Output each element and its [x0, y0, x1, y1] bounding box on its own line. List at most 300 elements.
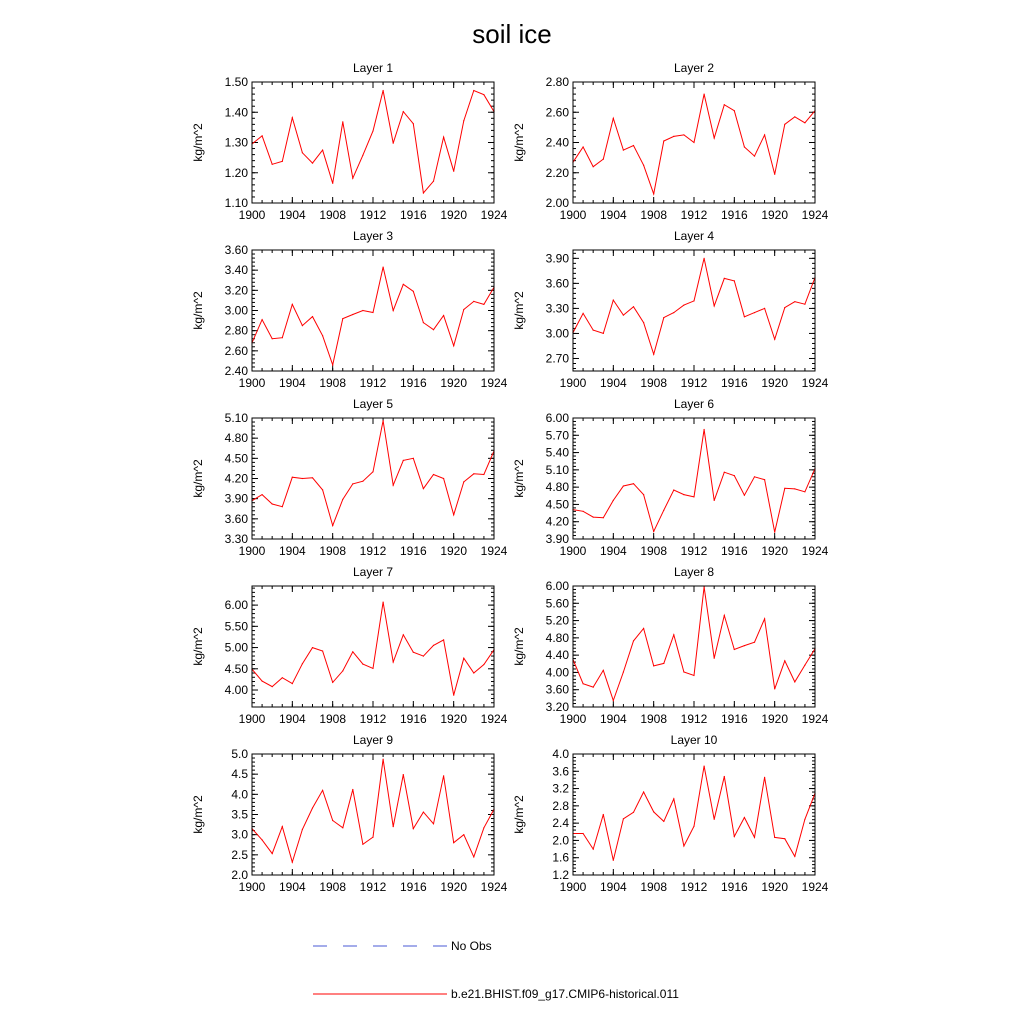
y-axis-label: kg/m^2 [191, 795, 205, 834]
y-tick-label: 4.00 [224, 683, 248, 698]
x-tick-label: 1900 [238, 376, 266, 390]
data-point [704, 429, 705, 430]
x-tick-label: 1920 [761, 712, 789, 726]
data-point [794, 681, 795, 682]
y-tick-label: 5.50 [224, 619, 248, 634]
x-tick-label: 1912 [680, 208, 708, 222]
y-tick-label: 6.00 [545, 411, 569, 425]
data-point [714, 137, 715, 138]
data-point [352, 178, 353, 179]
data-point [483, 827, 484, 828]
data-point [623, 315, 624, 316]
data-point [734, 475, 735, 476]
y-axis-label: kg/m^2 [191, 291, 205, 330]
y-tick-label: 5.00 [224, 640, 248, 655]
data-point [393, 310, 394, 311]
data-point [784, 307, 785, 308]
data-point [724, 615, 725, 616]
data-point [403, 111, 404, 112]
x-tick-label: 1924 [801, 880, 829, 894]
y-axis-label: kg/m^2 [191, 459, 205, 498]
data-point [403, 460, 404, 461]
y-tick-label: 3.90 [545, 251, 569, 266]
data-point [603, 814, 604, 815]
data-point [643, 322, 644, 323]
data-point [784, 660, 785, 661]
data-point [463, 658, 464, 659]
data-point [433, 181, 434, 182]
y-tick-label: 5.20 [545, 613, 569, 628]
data-point [413, 458, 414, 459]
data-point [322, 650, 323, 651]
y-axis-label: kg/m^2 [512, 459, 526, 498]
x-tick-label: 1904 [278, 208, 306, 222]
data-point [794, 488, 795, 489]
x-tick-label: 1908 [319, 208, 347, 222]
data-point [403, 774, 404, 775]
data-point [342, 827, 343, 828]
legend-label: b.e21.BHIST.f09_g17.CMIP6-historical.011 [451, 987, 679, 1001]
panel-title: Layer 7 [352, 565, 394, 579]
data-point [393, 485, 394, 486]
data-point [423, 812, 424, 813]
x-tick-label: 1912 [359, 376, 387, 390]
data-point [473, 473, 474, 474]
x-tick-label: 1916 [399, 544, 427, 558]
y-tick-label: 2.0 [231, 868, 248, 882]
y-tick-label: 4.80 [224, 431, 248, 446]
panel-title: Layer 9 [352, 733, 394, 747]
data-point [633, 145, 634, 146]
data-point [663, 510, 664, 511]
panel-title: Layer 8 [673, 565, 715, 579]
y-tick-label: 1.30 [224, 135, 248, 150]
data-point [744, 645, 745, 646]
data-point [593, 517, 594, 518]
y-tick-label: 3.60 [224, 511, 248, 526]
data-point [583, 146, 584, 147]
data-point [704, 94, 705, 95]
y-tick-label: 5.70 [545, 428, 569, 443]
x-tick-label: 1912 [359, 544, 387, 558]
panel-title: Layer 2 [673, 61, 715, 75]
data-point [744, 495, 745, 496]
data-point [383, 759, 384, 760]
y-tick-label: 2.60 [545, 105, 569, 120]
y-tick-label: 3.00 [224, 303, 248, 318]
data-point [433, 823, 434, 824]
y-tick-label: 3.90 [545, 532, 569, 546]
data-point [754, 156, 755, 157]
y-tick-label: 1.50 [224, 75, 248, 89]
data-point [613, 300, 614, 301]
data-point [704, 258, 705, 259]
data-point [593, 849, 594, 850]
y-axis-label: kg/m^2 [191, 627, 205, 666]
y-tick-label: 1.40 [224, 105, 248, 120]
x-tick-label: 1912 [680, 712, 708, 726]
data-point [734, 649, 735, 650]
data-point [372, 471, 373, 472]
x-tick-label: 1908 [319, 544, 347, 558]
x-tick-label: 1916 [720, 376, 748, 390]
data-point [774, 532, 775, 533]
x-tick-label: 1908 [640, 880, 668, 894]
y-tick-label: 2.5 [231, 847, 248, 862]
data-point [403, 634, 404, 635]
data-point [653, 811, 654, 812]
data-point [764, 134, 765, 135]
data-point [352, 483, 353, 484]
data-point [403, 284, 404, 285]
data-point [352, 314, 353, 315]
data-point [483, 94, 484, 95]
data-point [593, 687, 594, 688]
y-tick-label: 5.60 [545, 596, 569, 611]
data-point [473, 672, 474, 673]
x-tick-label: 1912 [359, 712, 387, 726]
data-point [673, 634, 674, 635]
y-tick-label: 4.20 [224, 471, 248, 486]
y-tick-label: 4.0 [552, 747, 569, 761]
y-tick-label: 4.80 [545, 480, 569, 495]
y-tick-label: 2.40 [224, 364, 248, 378]
data-point [352, 789, 353, 790]
y-tick-label: 1.6 [552, 850, 569, 865]
data-point [322, 790, 323, 791]
data-point [473, 90, 474, 91]
data-point [653, 193, 654, 194]
data-point [433, 474, 434, 475]
y-tick-label: 4.50 [545, 497, 569, 512]
data-point [623, 671, 624, 672]
data-point [693, 826, 694, 827]
x-tick-label: 1920 [440, 880, 468, 894]
data-point [613, 700, 614, 701]
data-point [383, 420, 384, 421]
data-point [272, 853, 273, 854]
data-point [413, 123, 414, 124]
y-tick-label: 4.40 [545, 648, 569, 663]
data-point [453, 171, 454, 172]
data-point [302, 478, 303, 479]
data-point [473, 856, 474, 857]
y-tick-label: 3.60 [224, 243, 248, 257]
x-tick-label: 1900 [238, 208, 266, 222]
data-point [613, 500, 614, 501]
data-point [443, 315, 444, 316]
y-tick-label: 4.20 [545, 514, 569, 529]
x-tick-label: 1904 [278, 376, 306, 390]
data-point [603, 333, 604, 334]
x-tick-label: 1924 [480, 544, 508, 558]
data-point [282, 677, 283, 678]
x-tick-label: 1900 [238, 712, 266, 726]
y-tick-label: 3.6 [552, 764, 569, 779]
data-point [734, 280, 735, 281]
data-point [714, 819, 715, 820]
data-point [272, 686, 273, 687]
x-tick-label: 1916 [399, 712, 427, 726]
panel-title: Layer 1 [352, 61, 394, 75]
x-tick-label: 1920 [761, 376, 789, 390]
data-point [724, 776, 725, 777]
x-tick-label: 1904 [599, 544, 627, 558]
y-tick-label: 4.50 [224, 451, 248, 466]
data-point [362, 664, 363, 665]
y-tick-label: 2.00 [545, 196, 569, 210]
x-tick-label: 1924 [480, 880, 508, 894]
data-point [643, 791, 644, 792]
data-point [423, 192, 424, 193]
data-point [262, 494, 263, 495]
data-point [302, 152, 303, 153]
data-point [804, 304, 805, 305]
y-tick-label: 2.80 [545, 75, 569, 89]
x-tick-label: 1916 [399, 208, 427, 222]
x-tick-label: 1900 [559, 376, 587, 390]
data-point [804, 491, 805, 492]
data-point [443, 639, 444, 640]
data-point [383, 267, 384, 268]
y-axis-label: kg/m^2 [512, 795, 526, 834]
data-point [322, 489, 323, 490]
data-point [673, 136, 674, 137]
data-point [332, 525, 333, 526]
data-point [302, 325, 303, 326]
x-tick-label: 1912 [359, 208, 387, 222]
data-point [673, 312, 674, 313]
y-axis-label: kg/m^2 [512, 627, 526, 666]
data-point [774, 837, 775, 838]
x-tick-label: 1920 [440, 376, 468, 390]
data-point [583, 511, 584, 512]
data-point [272, 164, 273, 165]
data-point [262, 839, 263, 840]
x-tick-label: 1916 [720, 880, 748, 894]
x-tick-label: 1904 [599, 208, 627, 222]
data-point [372, 130, 373, 131]
y-tick-label: 3.60 [545, 276, 569, 291]
data-point [362, 844, 363, 845]
y-tick-label: 2.40 [545, 135, 569, 150]
data-point [332, 364, 333, 365]
y-tick-label: 1.2 [552, 868, 569, 882]
data-point [804, 819, 805, 820]
x-tick-label: 1924 [801, 712, 829, 726]
data-point [463, 834, 464, 835]
panel-title: Layer 6 [673, 397, 715, 411]
y-tick-label: 3.40 [224, 263, 248, 278]
x-tick-label: 1904 [278, 712, 306, 726]
data-point [704, 766, 705, 767]
data-point [292, 477, 293, 478]
data-point [794, 856, 795, 857]
data-point [583, 313, 584, 314]
data-point [724, 472, 725, 473]
y-tick-label: 5.40 [545, 445, 569, 460]
data-point [764, 308, 765, 309]
data-point [693, 496, 694, 497]
x-tick-label: 1908 [640, 376, 668, 390]
x-tick-label: 1908 [319, 880, 347, 894]
data-point [774, 174, 775, 175]
data-point [453, 695, 454, 696]
data-point [312, 163, 313, 164]
data-point [734, 836, 735, 837]
x-tick-label: 1924 [480, 376, 508, 390]
data-point [714, 305, 715, 306]
data-point [623, 485, 624, 486]
x-tick-label: 1912 [359, 880, 387, 894]
data-point [423, 488, 424, 489]
data-point [302, 663, 303, 664]
data-point [784, 838, 785, 839]
y-tick-label: 2.20 [545, 165, 569, 180]
x-tick-label: 1924 [480, 712, 508, 726]
data-point [282, 337, 283, 338]
x-tick-label: 1900 [559, 712, 587, 726]
data-point [413, 652, 414, 653]
data-point [784, 488, 785, 489]
data-point [473, 301, 474, 302]
panel-title: Layer 10 [670, 733, 718, 747]
data-point [593, 330, 594, 331]
data-point [302, 829, 303, 830]
data-point [683, 494, 684, 495]
data-point [603, 159, 604, 160]
figure-title: soil ice [472, 19, 552, 49]
data-point [393, 661, 394, 662]
y-tick-label: 6.00 [545, 579, 569, 593]
data-point [282, 161, 283, 162]
x-tick-label: 1900 [238, 880, 266, 894]
data-point [322, 150, 323, 151]
data-point [663, 821, 664, 822]
data-point [683, 845, 684, 846]
y-tick-label: 3.2 [552, 781, 569, 796]
data-point [693, 300, 694, 301]
y-tick-label: 3.0 [231, 827, 248, 842]
data-point [774, 339, 775, 340]
x-tick-label: 1920 [761, 544, 789, 558]
data-point [312, 316, 313, 317]
data-point [613, 860, 614, 861]
y-tick-label: 3.20 [545, 700, 569, 714]
x-tick-label: 1904 [278, 880, 306, 894]
data-point [342, 121, 343, 122]
data-point [292, 862, 293, 863]
data-point [342, 670, 343, 671]
data-point [443, 775, 444, 776]
y-tick-label: 6.00 [224, 598, 248, 613]
x-tick-label: 1908 [640, 544, 668, 558]
data-point [683, 305, 684, 306]
data-point [483, 474, 484, 475]
data-point [583, 683, 584, 684]
data-point [734, 110, 735, 111]
x-tick-label: 1916 [399, 880, 427, 894]
data-point [673, 798, 674, 799]
data-point [312, 477, 313, 478]
y-tick-label: 2.80 [224, 323, 248, 338]
y-tick-label: 3.30 [224, 532, 248, 546]
data-point [593, 166, 594, 167]
data-point [754, 642, 755, 643]
panel-title: Layer 5 [352, 397, 394, 411]
data-point [804, 122, 805, 123]
data-point [362, 310, 363, 311]
data-point [332, 183, 333, 184]
data-point [774, 688, 775, 689]
data-point [292, 304, 293, 305]
data-point [663, 317, 664, 318]
data-point [433, 329, 434, 330]
data-point [603, 517, 604, 518]
y-tick-label: 1.10 [224, 196, 248, 210]
data-point [413, 828, 414, 829]
x-tick-label: 1900 [559, 544, 587, 558]
data-point [393, 143, 394, 144]
x-tick-label: 1920 [440, 712, 468, 726]
data-point [693, 675, 694, 676]
x-tick-label: 1916 [720, 208, 748, 222]
data-point [312, 647, 313, 648]
y-tick-label: 5.0 [231, 747, 248, 761]
data-point [393, 826, 394, 827]
x-tick-label: 1920 [440, 544, 468, 558]
y-tick-label: 2.70 [545, 351, 569, 366]
data-point [372, 837, 373, 838]
x-tick-label: 1920 [761, 208, 789, 222]
y-tick-label: 4.50 [224, 661, 248, 676]
data-point [633, 812, 634, 813]
x-tick-label: 1904 [599, 712, 627, 726]
data-point [714, 658, 715, 659]
data-point [643, 628, 644, 629]
data-point [744, 316, 745, 317]
panel-title: Layer 4 [673, 229, 715, 243]
data-point [372, 312, 373, 313]
x-tick-label: 1900 [238, 544, 266, 558]
data-point [683, 134, 684, 135]
x-tick-label: 1924 [480, 208, 508, 222]
data-point [794, 116, 795, 117]
y-tick-label: 4.80 [545, 630, 569, 645]
x-tick-label: 1904 [599, 376, 627, 390]
x-tick-label: 1924 [801, 376, 829, 390]
y-tick-label: 4.0 [231, 787, 248, 802]
data-point [413, 291, 414, 292]
x-tick-label: 1924 [801, 544, 829, 558]
y-tick-label: 3.60 [545, 682, 569, 697]
x-tick-label: 1912 [680, 376, 708, 390]
data-point [693, 142, 694, 143]
data-point [633, 483, 634, 484]
y-tick-label: 5.10 [545, 462, 569, 477]
data-point [623, 150, 624, 151]
data-point [372, 668, 373, 669]
x-tick-label: 1908 [640, 712, 668, 726]
data-point [453, 514, 454, 515]
y-tick-label: 3.90 [224, 491, 248, 506]
data-point [633, 306, 634, 307]
data-point [272, 503, 273, 504]
data-point [342, 318, 343, 319]
data-point [332, 820, 333, 821]
data-point [483, 304, 484, 305]
x-tick-label: 1912 [680, 880, 708, 894]
